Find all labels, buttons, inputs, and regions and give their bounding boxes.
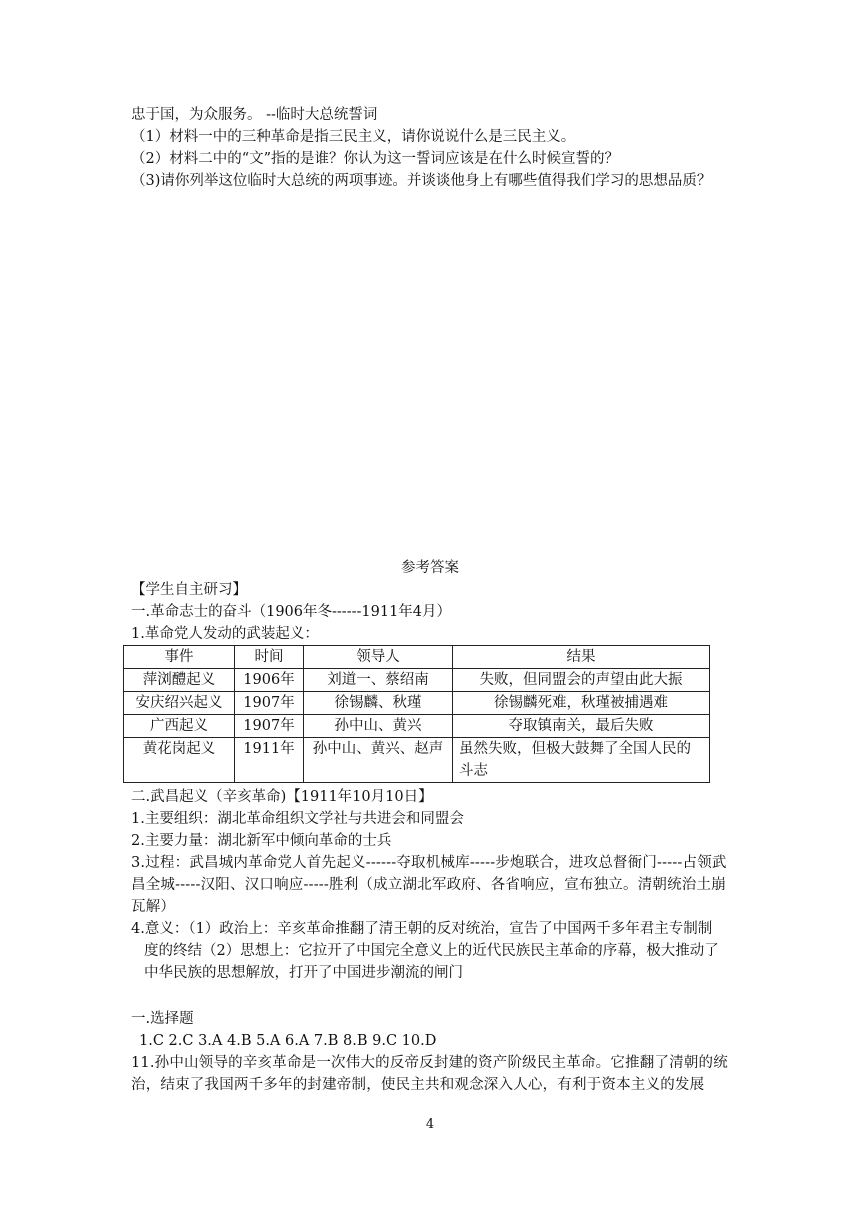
point-force: 2.主要力量：湖北新军中倾向革命的士兵 bbox=[131, 833, 392, 849]
cell-event: 安庆绍兴起义 bbox=[124, 692, 235, 715]
header-event: 事件 bbox=[124, 646, 235, 669]
cell-event: 广西起义 bbox=[124, 715, 235, 738]
cell-result: 徐锡麟死难，秋瑾被捕遇难 bbox=[453, 692, 710, 715]
section-heading: 【学生自主研习】 bbox=[131, 582, 247, 598]
cell-time: 1911年 bbox=[235, 738, 304, 783]
cell-leader: 孙中山、黄兴、赵声 bbox=[304, 738, 453, 783]
part1-title: 一.革命志士的奋斗（1906年冬------1911年4月） bbox=[131, 604, 452, 620]
question-11-answer: 11.孙中山领导的辛亥革命是一次伟大的反帝反封建的资产阶级民主革命。它推翻了清朝的统治，结束了我国两千多年的封建帝制，使民主共和观念深入人心，有利于资本主义的发展 bbox=[131, 1055, 728, 1093]
choice-title: 一.选择题 bbox=[131, 1011, 194, 1027]
cell-time: 1906年 bbox=[235, 669, 304, 692]
cell-result: 虽然失败，但极大鼓舞了全国人民的斗志 bbox=[453, 738, 710, 783]
part2-title: 二.武昌起义（辛亥革命)【1911年10月10日】 bbox=[131, 789, 433, 805]
choice-answers: 1.C 2.C 3.A 4.B 5.A 6.A 7.B 8.B 9.C 10.D bbox=[139, 1033, 437, 1049]
table-row bbox=[124, 738, 710, 783]
cell-leader: 徐锡麟、秋瑾 bbox=[304, 692, 453, 715]
question-3: （3)请你列举这位临时大总统的两项事迹。并谈谈他身上有哪些值得我们学习的思想品质？ bbox=[131, 173, 712, 189]
question-2: （2）材料二中的“文”指的是谁？你认为这一誓词应该是在什么时候宣誓的？ bbox=[131, 151, 620, 167]
table-row bbox=[124, 669, 710, 692]
cell-leader: 孙中山、黄兴 bbox=[304, 715, 453, 738]
question-1: （1）材料一中的三种革命是指三民主义，请你说说什么是三民主义。 bbox=[131, 129, 576, 145]
cell-event: 萍浏醴起义 bbox=[124, 669, 235, 692]
cell-leader: 刘道一、蔡绍南 bbox=[304, 669, 453, 692]
cell-time: 1907年 bbox=[235, 715, 304, 738]
cell-time: 1907年 bbox=[235, 692, 304, 715]
header-leader: 领导人 bbox=[304, 646, 453, 669]
table-row bbox=[124, 692, 710, 715]
part1-subtitle: 1.革命党人发动的武装起义： bbox=[131, 626, 319, 642]
header-result: 结果 bbox=[453, 646, 710, 669]
point-significance: 4.意义：（1）政治上：辛亥革命推翻了清王朝的反对统治，宣告了中国两千多年君主专制制 bbox=[131, 921, 713, 937]
cell-result: 失败，但同盟会的声望由此大振 bbox=[453, 669, 710, 692]
cell-event: 黄花岗起义 bbox=[124, 738, 235, 783]
page-number: 4 bbox=[425, 1117, 435, 1132]
point-significance-continued: 度的终结（2）思想上：它拉开了中国完全意义上的近代民族民主革命的序幕，极大推动了中华民族的思想解放，打开了中国进步潮流的闸门 bbox=[144, 943, 719, 981]
point-process: 3.过程：武昌城内革命党人首先起义------夺取机械库-----步炮联合，进攻总督衙门-----占领武昌全城-----汉阳、汉口响应-----胜利（成立湖北军政府、各省响应，宣布独立。清朝统治土崩瓦解） bbox=[131, 855, 727, 915]
oath-line: 忠于国，为众服务。 --临时大总统誓词 bbox=[131, 107, 378, 123]
table-row bbox=[124, 715, 710, 738]
header-time: 时间 bbox=[235, 646, 304, 669]
cell-result: 夺取镇南关，最后失败 bbox=[453, 715, 710, 738]
uprisings-table bbox=[123, 645, 710, 783]
table-header-row bbox=[124, 646, 710, 669]
point-organization: 1.主要组织：湖北革命组织文学社与共进会和同盟会 bbox=[131, 811, 464, 827]
answers-title: 参考答案 bbox=[401, 560, 459, 576]
